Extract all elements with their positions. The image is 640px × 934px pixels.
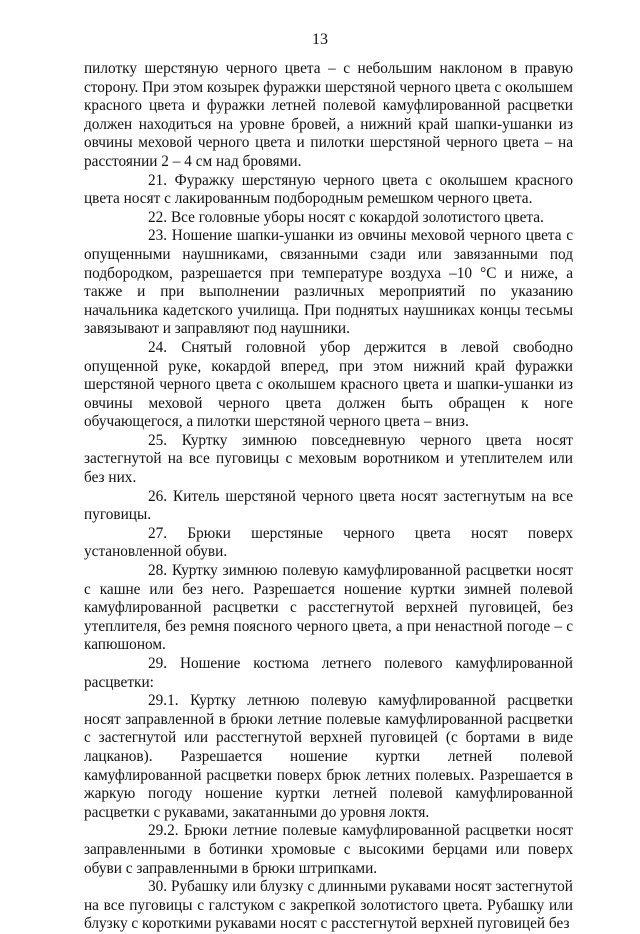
paragraph-27: 27. Брюки шерстяные черного цвета носят поверх установленной обуви. (84, 524, 573, 561)
paragraph-continuation: пилотку шерстяную черного цвета – с небольшим наклоном в правую сторону. При этом козырек фуражки шерстяной черного цвета с околышем красного цвета и фуражки летней полевой камуфлированной расцветки должен находиться на уровне бровей, а нижний край шапки-ушанки из овчины меховой черного цвета и пилотки шерстяной черного цвета – на расстоянии 2 – 4 см над бровями. (84, 60, 573, 170)
paragraph-24: 24. Снятый головной убор держится в левой свободно опущенной руке, кокардой вперед, при этом нижний край фуражки шерстяной черного цвета с околышем красного цвета и шапки-ушанки из овчины меховой черного цвета должен быть обращен к ноге обучающегося, а пилотки шерстяной черного цвета – вниз. (84, 338, 573, 431)
paragraph-21: 21. Фуражку шерстяную черного цвета с околышем красного цвета носят с лакированным подбородным ремешком черного цвета. (84, 171, 573, 208)
paragraph-30: 30. Рубашку или блузку с длинными рукавами носят застегнутой на все пуговицы с галстуком с закрепкой золотистого цвета. Рубашку или блузку с короткими рукавами носят с расстегнутой верхней пуговицей без (84, 878, 573, 933)
paragraph-22: 22. Все головные уборы носят с кокардой золотистого цвета. (148, 208, 544, 226)
paragraph-26: 26. Китель шерстяной черного цвета носят застегнутым на все пуговицы. (84, 487, 573, 524)
paragraph-25: 25. Куртку зимнюю повседневную черного цвета носят застегнутой на все пуговицы с меховым воротником и утеплителем или без них. (84, 431, 573, 487)
page-number: 13 (312, 31, 328, 48)
paragraph-29-1: 29.1. Куртку летнюю полевую камуфлированной расцветки носят заправленной в брюки летние полевые камуфлированной расцветки с застегнутой или расстегнутой верхней пуговицей (с бортами в виде лацканов). Разрешается ношение куртки летней полевой камуфлированной расцветки поверх брюк летних полевых. Разрешается в жаркую погоду ношение куртки летней полевой камуфлированной расцветки с рукавами, закатанными до уровня локтя. (84, 692, 573, 821)
paragraph-29-2: 29.2. Брюки летние полевые камуфлированной расцветки носят заправленными в ботинки хромовые с высокими берцами или поверх обуви с заправленными в брюки штрипками. (84, 822, 573, 877)
paragraph-23: 23. Ношение шапки-ушанки из овчины меховой черного цвета с опущенными наушниками, связанными сзади или завязанными под подбородком, разрешается при температуре воздуха –10 °C и ниже, а также и при выполнении различных мероприятий по указанию начальника кадетского училища. При поднятых наушниках концы тесьмы завязывают и заправляют под наушники. (84, 227, 573, 338)
document-body (84, 60, 573, 934)
paragraph-29: 29. Ношение костюма летнего полевого камуфлированной расцветки: (84, 655, 573, 691)
paragraph-28: 28. Куртку зимнюю полевую камуфлированной расцветки носят с кашне или без него. Разрешается ношение куртки зимней полевой камуфлированной расцветки с расстегнутой верхней пуговицей, без утеплителя, без ремня поясного черного цвета, а при ненастной погоде – с капюшоном. (84, 562, 573, 654)
